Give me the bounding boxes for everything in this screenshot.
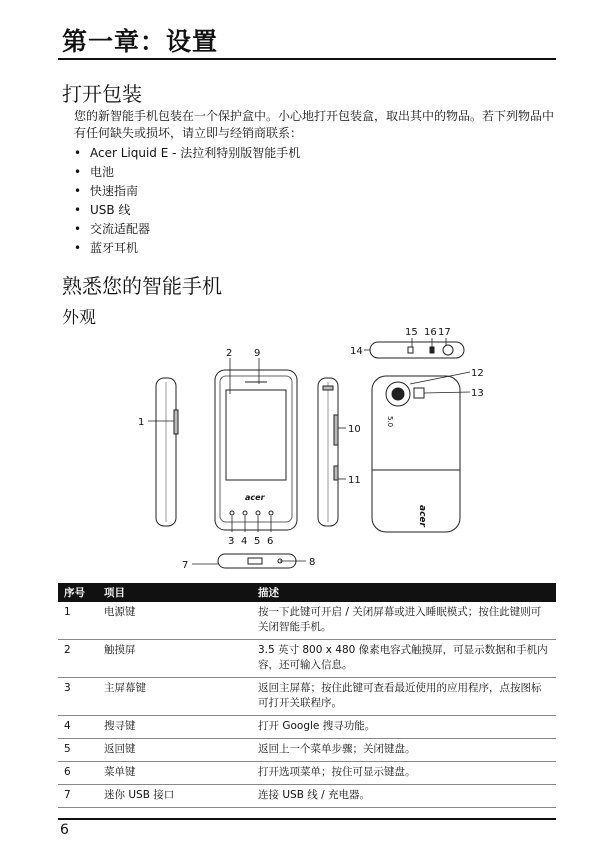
table-row [58, 716, 556, 739]
callout-12: 12 [471, 368, 484, 379]
features-table [58, 583, 556, 808]
section-heading-know-phone: 熟悉您的智能手机 [62, 274, 222, 298]
callout-15: 15 [405, 327, 418, 338]
table-row [58, 640, 556, 678]
front-brand-logo: acer [245, 493, 265, 502]
callout-9: 9 [254, 348, 261, 359]
back-key-shape [256, 511, 260, 515]
row-description: 3.5 英寸 800 x 480 像素电容式触摸屏，可显示数据和手机内容，还可输入信息。 [252, 640, 556, 678]
callout-6: 6 [267, 536, 274, 547]
list-item: • 蓝牙耳机 [74, 239, 300, 258]
home-key-shape [230, 511, 234, 515]
list-item: • USB 线 [74, 201, 300, 220]
table-row [58, 602, 556, 640]
unpack-paragraph: 您的新智能手机包装在一个保护盒中。小心地打开包装盒，取出其中的物品。若下列物品中有任何缺失或损坏，请立即与经销商联系： [74, 109, 555, 140]
row-number: 7 [58, 785, 98, 808]
table-row [58, 739, 556, 762]
row-item: 返回键 [98, 739, 252, 762]
callout-11: 11 [348, 475, 361, 486]
header-number: 序号 [58, 583, 98, 602]
camera-key-shape [334, 466, 338, 480]
row-item: 电源键 [98, 602, 252, 640]
headset-jack-shape [443, 345, 453, 355]
volume-key-shape [334, 415, 338, 445]
search-key-shape [243, 511, 247, 515]
callout-5: 5 [254, 536, 261, 547]
row-item: 菜单键 [98, 762, 252, 785]
power-key-shape [174, 410, 178, 434]
callout-16: 16 [424, 327, 437, 338]
header-description: 描述 [252, 583, 556, 602]
table-header-row [58, 583, 556, 602]
row-description: 返回上一个菜单步骤；关闭键盘。 [252, 739, 556, 762]
row-description: 返回主屏幕；按住此键可查看最近使用的应用程序，点按图标可打开关联程序。 [252, 678, 556, 716]
row-description: 打开 Google 搜寻功能。 [252, 716, 556, 739]
chapter-title: 第一章：设置 [62, 27, 219, 56]
list-item: • 电池 [74, 163, 300, 182]
callout-4: 4 [241, 536, 248, 547]
callout-14: 14 [350, 346, 363, 357]
table-row [58, 762, 556, 785]
callout-8: 8 [309, 557, 316, 568]
page-number: 6 [60, 822, 69, 838]
callout-13: 13 [471, 388, 484, 399]
row-item: 触摸屏 [98, 640, 252, 678]
phone-back-view [372, 376, 460, 532]
row-number: 2 [58, 640, 98, 678]
header-item: 项目 [98, 583, 252, 602]
touchscreen-shape [226, 390, 286, 480]
row-item: 迷你 USB 接口 [98, 785, 252, 808]
section-heading-unpack: 打开包装 [62, 82, 142, 106]
callout-1: 1 [138, 417, 145, 428]
menu-key-shape [269, 511, 273, 515]
row-number: 6 [58, 762, 98, 785]
row-description: 连接 USB 线 / 充电器。 [252, 785, 556, 808]
list-item: • 交流适配器 [74, 220, 300, 239]
callout-10: 10 [348, 424, 361, 435]
row-number: 4 [58, 716, 98, 739]
phone-top-view [370, 342, 464, 358]
subheading-appearance: 外观 [62, 308, 96, 328]
camera-megapixel-label: 5.0 [386, 416, 394, 428]
title-divider [58, 58, 556, 60]
row-number: 3 [58, 678, 98, 716]
row-number: 1 [58, 602, 98, 640]
phone-front-view [215, 370, 297, 530]
list-item: • Acer Liquid E - 法拉利特别版智能手机 [74, 144, 300, 163]
callout-7: 7 [182, 560, 189, 571]
table-row [58, 785, 556, 808]
row-description: 按一下此键可开启 / 关闭屏幕或进入睡眠模式；按住此键则可关闭智能手机。 [252, 602, 556, 640]
phone-diagram [130, 320, 490, 576]
row-item: 主屏幕键 [98, 678, 252, 716]
table-row [58, 678, 556, 716]
row-description: 打开选项菜单；按住可显示键盘。 [252, 762, 556, 785]
row-item: 搜寻键 [98, 716, 252, 739]
callout-17: 17 [438, 327, 451, 338]
row-number: 5 [58, 739, 98, 762]
flash-shape [414, 388, 424, 398]
back-brand-logo: acer [417, 505, 427, 527]
package-contents-list [74, 144, 300, 258]
list-item: • 快速指南 [74, 182, 300, 201]
usb-port-shape [248, 558, 262, 564]
callout-3: 3 [228, 536, 235, 547]
callout-2: 2 [226, 348, 233, 359]
footer-divider [58, 818, 556, 820]
